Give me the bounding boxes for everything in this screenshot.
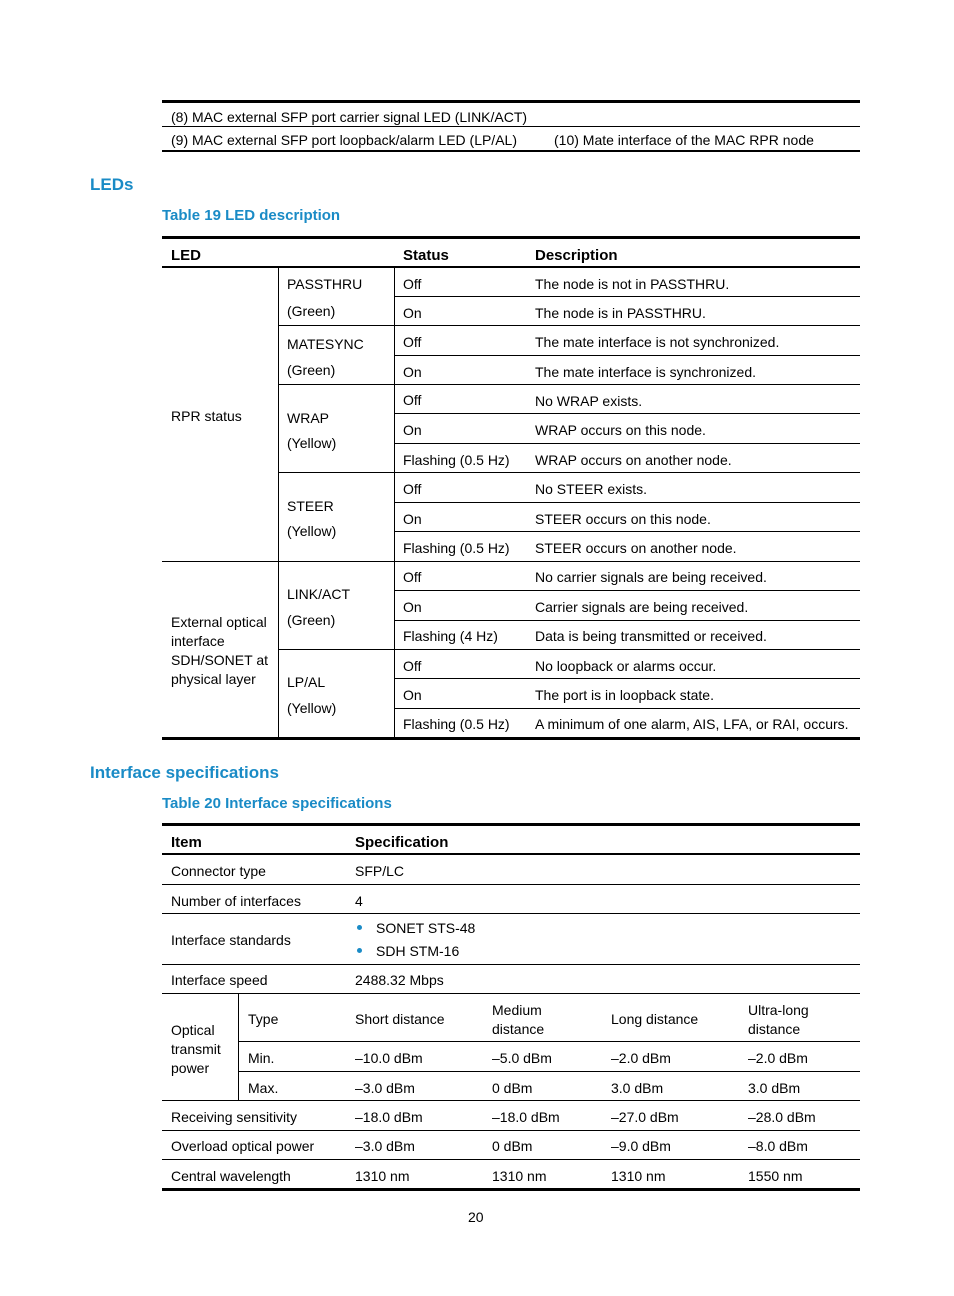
optical-type-long: Long distance xyxy=(611,1011,699,1027)
table-rule xyxy=(162,823,860,826)
led-name-steer: STEER xyxy=(287,498,334,514)
row-divider xyxy=(394,620,860,621)
led-group-external-line-1: External optical xyxy=(171,614,267,630)
legend-item-10: (10) Mate interface of the MAC RPR node xyxy=(554,132,814,148)
description-cell: The port is in loopback state. xyxy=(535,687,714,703)
table-cell: –8.0 dBm xyxy=(748,1138,808,1154)
description-cell: The mate interface is synchronized. xyxy=(535,364,756,380)
description-cell: Data is being transmitted or received. xyxy=(535,628,767,644)
led-name-wrap: WRAP xyxy=(287,410,329,426)
column-divider xyxy=(238,994,239,1100)
table-rule xyxy=(162,150,860,152)
row-divider xyxy=(162,1100,860,1101)
description-cell: No WRAP exists. xyxy=(535,393,643,409)
status-cell: Off xyxy=(403,481,422,497)
table-cell: –9.0 dBm xyxy=(611,1138,671,1154)
optical-type-short: Short distance xyxy=(355,1011,445,1027)
row-divider xyxy=(162,964,860,965)
status-cell: On xyxy=(403,422,422,438)
status-cell: Off xyxy=(403,334,422,350)
led-group-external-line-4: physical layer xyxy=(171,671,256,687)
page-number: 20 xyxy=(468,1209,484,1225)
status-cell: Off xyxy=(403,276,422,292)
status-cell: Off xyxy=(403,392,422,408)
row-divider xyxy=(278,472,860,473)
group-divider xyxy=(162,561,860,562)
bullet-icon xyxy=(357,925,362,930)
description-cell: A minimum of one alarm, AIS, LFA, or RAI, occurs. xyxy=(535,716,849,732)
led-name-matesync: MATESYNC xyxy=(287,336,364,352)
row-divider xyxy=(238,1071,860,1072)
section-heading-interface-specs: Interface specifications xyxy=(90,763,279,782)
item-central-wavelength: Central wavelength xyxy=(171,1168,291,1184)
row-divider xyxy=(394,678,860,679)
led-name-link-act: LINK/ACT xyxy=(287,586,351,602)
led-group-external-line-2: interface xyxy=(171,633,225,649)
description-cell: The mate interface is not synchronized. xyxy=(535,334,780,350)
description-cell: WRAP occurs on another node. xyxy=(535,452,732,468)
table-cell: –5.0 dBm xyxy=(492,1050,552,1066)
table-rule xyxy=(162,1188,860,1191)
standard-value: SDH STM-16 xyxy=(376,943,460,959)
row-divider xyxy=(162,993,860,994)
status-cell: Flashing (0.5 Hz) xyxy=(403,540,510,556)
bullet-icon xyxy=(357,948,362,953)
table-cell: 0 dBm xyxy=(492,1080,533,1096)
item-receiving-sensitivity: Receiving sensitivity xyxy=(171,1109,298,1125)
table-caption-19: Table 19 LED description xyxy=(162,207,341,224)
row-divider xyxy=(162,1130,860,1131)
description-cell: The node is not in PASSTHRU. xyxy=(535,276,730,292)
description-cell: No STEER exists. xyxy=(535,481,648,497)
led-color-passthru: (Green) xyxy=(287,303,336,319)
led-color-lp-al: (Yellow) xyxy=(287,700,337,716)
item-optical-line-2: transmit xyxy=(171,1041,221,1057)
row-divider xyxy=(278,649,860,650)
table-cell: 1550 nm xyxy=(748,1168,803,1184)
description-cell: Carrier signals are being received. xyxy=(535,599,749,615)
table-cell: –27.0 dBm xyxy=(611,1109,679,1125)
row-divider xyxy=(162,913,860,914)
row-divider xyxy=(394,531,860,532)
table-cell: 3.0 dBm xyxy=(748,1080,801,1096)
optical-type-label: Type xyxy=(248,1011,279,1027)
description-cell: No carrier signals are being received. xyxy=(535,569,767,585)
led-color-wrap: (Yellow) xyxy=(287,435,337,451)
row-divider xyxy=(162,884,860,885)
header-specification: Specification xyxy=(355,834,449,851)
row-divider xyxy=(394,443,860,444)
item-number-of-interfaces: Number of interfaces xyxy=(171,893,301,909)
row-divider xyxy=(394,296,860,297)
column-divider xyxy=(278,268,279,738)
item-optical-line-1: Optical xyxy=(171,1022,215,1038)
item-interface-standards: Interface standards xyxy=(171,932,291,948)
optical-max-label: Max. xyxy=(248,1080,279,1096)
item-optical-line-3: power xyxy=(171,1060,210,1076)
row-divider xyxy=(394,708,860,709)
row-divider xyxy=(278,325,860,326)
row-divider xyxy=(238,1041,860,1042)
header-item: Item xyxy=(171,834,202,851)
table-cell: –18.0 dBm xyxy=(355,1109,423,1125)
optical-type-ultra-line-1: Ultra-long xyxy=(748,1002,809,1018)
table-cell: –10.0 dBm xyxy=(355,1050,423,1066)
row-divider xyxy=(394,355,860,356)
led-group-rpr-status: RPR status xyxy=(171,408,242,424)
status-cell: On xyxy=(403,511,422,527)
header-rule xyxy=(162,853,860,855)
led-color-steer: (Yellow) xyxy=(287,523,337,539)
header-led: LED xyxy=(171,247,201,264)
description-cell: WRAP occurs on this node. xyxy=(535,422,706,438)
status-cell: On xyxy=(403,364,422,380)
table-rule xyxy=(162,737,860,740)
status-cell: Flashing (0.5 Hz) xyxy=(403,452,510,468)
description-cell: No loopback or alarms occur. xyxy=(535,658,717,674)
optical-type-medium-line-1: Medium xyxy=(492,1002,542,1018)
header-status: Status xyxy=(403,247,449,264)
status-cell: Off xyxy=(403,658,422,674)
spec-interface-speed: 2488.32 Mbps xyxy=(355,972,444,988)
status-cell: On xyxy=(403,599,422,615)
item-overload-optical-power: Overload optical power xyxy=(171,1138,315,1154)
item-interface-speed: Interface speed xyxy=(171,972,268,988)
optical-min-label: Min. xyxy=(248,1050,275,1066)
status-cell: On xyxy=(403,687,422,703)
status-cell: On xyxy=(403,305,422,321)
table-cell: –28.0 dBm xyxy=(748,1109,816,1125)
table-cell: 1310 nm xyxy=(492,1168,547,1184)
item-connector-type: Connector type xyxy=(171,863,266,879)
description-cell: STEER occurs on this node. xyxy=(535,511,711,527)
standard-value: SONET STS-48 xyxy=(376,920,476,936)
status-cell: Flashing (0.5 Hz) xyxy=(403,716,510,732)
table-rule xyxy=(162,100,860,103)
table-cell: 3.0 dBm xyxy=(611,1080,664,1096)
row-divider xyxy=(162,126,860,127)
legend-item-9: (9) MAC external SFP port loopback/alarm LED (LP/AL) xyxy=(171,132,517,148)
list-item xyxy=(357,920,475,937)
legend-item-8: (8) MAC external SFP port carrier signal LED (LINK/ACT) xyxy=(171,109,528,125)
table-cell: 0 dBm xyxy=(492,1138,533,1154)
row-divider xyxy=(162,1159,860,1160)
row-divider xyxy=(394,502,860,503)
led-group-external-line-3: SDH/SONET at xyxy=(171,652,268,668)
header-rule xyxy=(162,266,860,268)
column-divider xyxy=(394,268,395,738)
table-cell: –3.0 dBm xyxy=(355,1080,415,1096)
optical-type-medium-line-2: distance xyxy=(492,1021,545,1037)
description-cell: The node is in PASSTHRU. xyxy=(535,305,706,321)
description-cell: STEER occurs on another node. xyxy=(535,540,737,556)
section-heading-leds: LEDs xyxy=(90,175,134,194)
list-item xyxy=(357,943,459,960)
table-rule xyxy=(162,236,860,239)
table-cell: –3.0 dBm xyxy=(355,1138,415,1154)
table-cell: –2.0 dBm xyxy=(748,1050,808,1066)
table-cell: 1310 nm xyxy=(611,1168,666,1184)
table-cell: –18.0 dBm xyxy=(492,1109,560,1125)
row-divider xyxy=(394,590,860,591)
spec-number-of-interfaces: 4 xyxy=(355,893,363,909)
table-caption-20: Table 20 Interface specifications xyxy=(162,795,392,812)
led-color-link-act: (Green) xyxy=(287,612,336,628)
row-divider xyxy=(278,384,860,385)
header-description: Description xyxy=(535,247,618,264)
led-color-matesync: (Green) xyxy=(287,362,336,378)
row-divider xyxy=(394,413,860,414)
status-cell: Flashing (4 Hz) xyxy=(403,628,498,644)
led-name-lp-al: LP/AL xyxy=(287,674,326,690)
led-name-passthru: PASSTHRU xyxy=(287,276,363,292)
optical-type-ultra-line-2: distance xyxy=(748,1021,801,1037)
status-cell: Off xyxy=(403,569,422,585)
table-cell: –2.0 dBm xyxy=(611,1050,671,1066)
table-cell: 1310 nm xyxy=(355,1168,410,1184)
spec-connector-type: SFP/LC xyxy=(355,863,405,879)
